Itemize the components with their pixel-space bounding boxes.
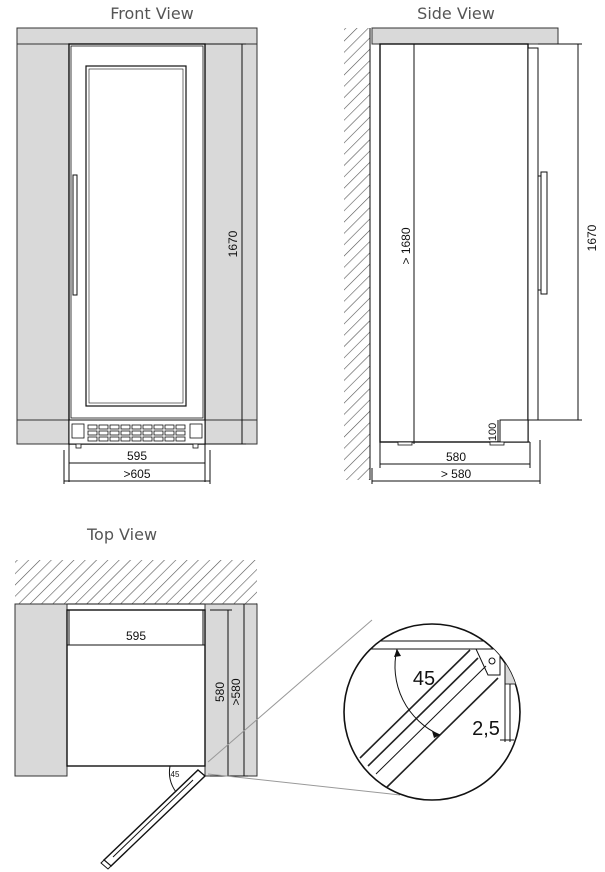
- front-width-label: 595: [126, 449, 148, 463]
- detail-offset-label: 2,5: [472, 718, 500, 740]
- front-height-label: 1670: [226, 230, 240, 258]
- top-view-title: Top View: [86, 525, 158, 544]
- side-niche-height-label: > 1680: [399, 227, 413, 265]
- front-vent-grille: [69, 420, 205, 448]
- top-left-cabinet: [15, 604, 67, 776]
- side-base-gap-label: 100: [487, 422, 499, 442]
- front-view: [17, 4, 257, 484]
- top-view: [15, 525, 400, 869]
- top-niche-depth-label: >580: [229, 678, 243, 706]
- top-depth-label: 580: [213, 681, 227, 703]
- side-view-title: Side View: [417, 4, 495, 23]
- side-top-cabinet: [372, 28, 558, 44]
- side-height-label: 1670: [585, 224, 599, 252]
- top-rear-wall: [15, 560, 257, 604]
- detail-angle-label: 45: [412, 668, 436, 690]
- front-niche-width-label: >605: [123, 467, 151, 481]
- side-view: [344, 4, 599, 484]
- side-depth-label: 580: [445, 450, 467, 464]
- side-handle: [541, 172, 547, 294]
- top-open-door: [101, 766, 205, 869]
- top-door-angle-label: 45: [170, 770, 180, 779]
- front-door-handle: [73, 175, 77, 295]
- front-glass-window: [86, 66, 186, 406]
- front-view-title: Front View: [110, 4, 194, 23]
- top-width-label: 595: [125, 629, 147, 643]
- side-niche-depth-label: > 580: [440, 467, 472, 481]
- side-door: [528, 48, 538, 420]
- detail-zoom: [340, 620, 585, 800]
- side-rear-wall: [344, 28, 370, 480]
- front-top-wall: [17, 28, 257, 44]
- detail-leader-bottom: [208, 774, 400, 795]
- front-left-cabinet: [17, 44, 69, 420]
